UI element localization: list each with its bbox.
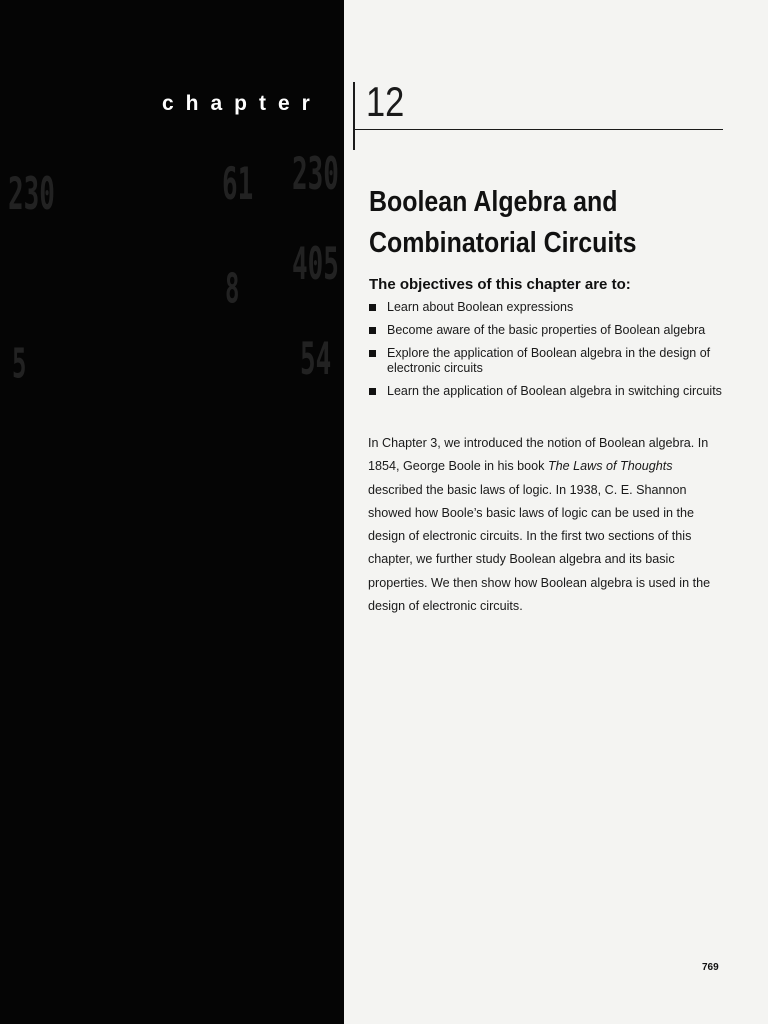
objective-item (369, 346, 729, 376)
decorative-numeral: 230 (8, 170, 55, 221)
vertical-rule (353, 82, 355, 150)
chapter-title-line-2: Combinatorial Circuits (369, 227, 637, 259)
horizontal-rule (353, 129, 723, 130)
objectives-heading: The objectives of this chapter are to: (369, 276, 631, 293)
decorative-numeral: 230 (292, 150, 339, 201)
objective-item (369, 384, 729, 399)
decorative-numeral: 405 (292, 240, 339, 291)
decorative-numeral: 54 (300, 335, 332, 386)
intro-paragraph (368, 432, 728, 618)
square-bullet-icon (369, 350, 376, 357)
objectives-list (369, 300, 729, 407)
chapter-side-panel (0, 0, 344, 1024)
chapter-title (369, 182, 696, 264)
chapter-label: chapter (162, 92, 322, 115)
decorative-numeral: 61 (222, 160, 254, 211)
objective-text: Become aware of the basic properties of Boolean algebra (387, 323, 706, 337)
square-bullet-icon (369, 388, 376, 395)
decorative-numeral: 5 (12, 340, 27, 388)
chapter-title-line-1: Boolean Algebra and (369, 186, 618, 218)
square-bullet-icon (369, 327, 376, 334)
objective-text: Learn about Boolean expressions (387, 300, 574, 314)
objective-text: Learn the application of Boolean algebra in switching circuits (387, 384, 722, 398)
intro-text-part-2: described the basic laws of logic. In 1938, C. E. Shannon showed how Boole’s basic laws of logic can be used in the design of electronic circuits. In the first two sections of this chapter, we further study Boolean algebra and its basic properties. We then show how Boolean algebra is used in the design of electronic circuits. (368, 482, 711, 614)
decorative-numeral: 8 (225, 265, 240, 313)
book-title: The Laws of Thoughts (547, 459, 673, 474)
square-bullet-icon (369, 304, 376, 311)
objective-item (369, 300, 729, 315)
intro-text-part-1: In Chapter 3, we introduced the notion of Boolean algebra. In 1854, George Boole in his book (368, 436, 709, 474)
chapter-number: 12 (366, 78, 405, 125)
objective-item (369, 323, 729, 338)
objective-text: Explore the application of Boolean algebra in the design of electronic circuits (387, 346, 711, 375)
page-number: 769 (702, 962, 719, 973)
